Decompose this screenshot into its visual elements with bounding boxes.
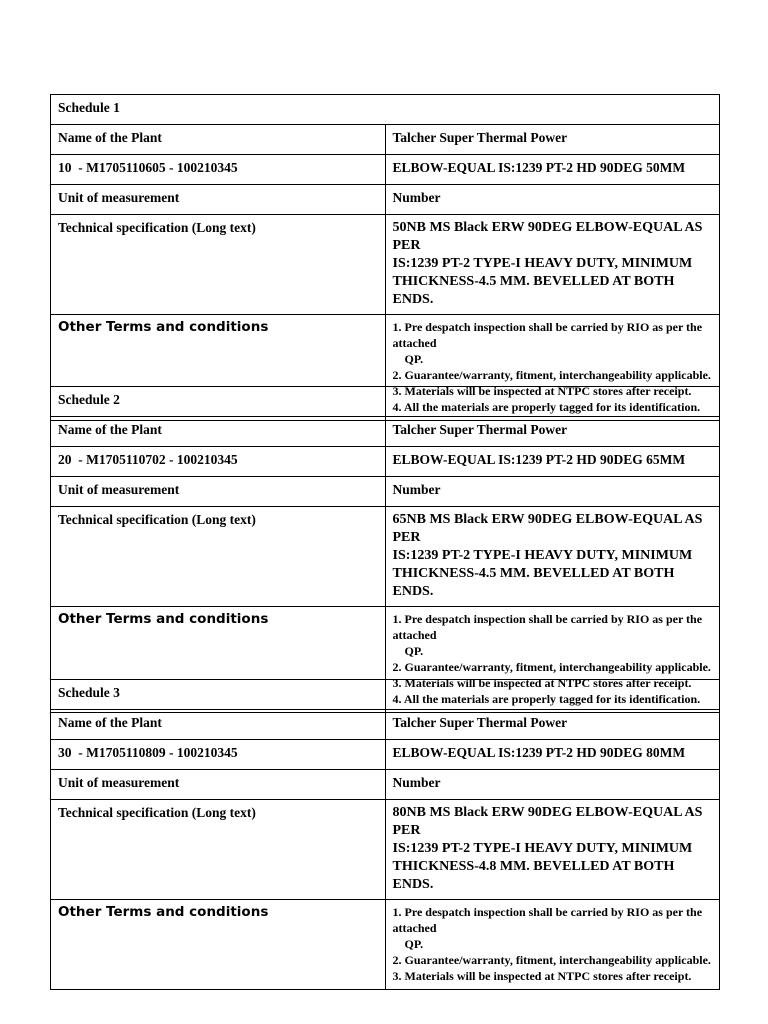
spec-line: THICKNESS-4.5 MM. BEVELLED AT BOTH ENDS. (392, 566, 675, 599)
uom-value: Number (385, 770, 719, 800)
uom-label: Unit of measurement (51, 185, 385, 215)
uom-value: Number (385, 477, 719, 507)
term-item: 4. All the materials are properly tagged for its identification. (392, 692, 701, 706)
schedule-table (50, 679, 720, 990)
spec-line: THICKNESS-4.5 MM. BEVELLED AT BOTH ENDS. (392, 274, 675, 307)
term-item: 2. Guarantee/warranty, fitment, interchangeability applicable. (392, 368, 711, 382)
term-item: 4. All the materials are properly tagged for its identification. (392, 400, 701, 414)
uom-label: Unit of measurement (51, 770, 385, 800)
schedule-title: Schedule 3 (51, 680, 719, 710)
term-item: 3. Materials will be inspected at NTPC stores after receipt. (392, 676, 692, 690)
spec-line: 50NB MS Black ERW 90DEG ELBOW-EQUAL AS PER (392, 220, 703, 253)
terms-label-main: Other Terms and (58, 611, 190, 627)
schedule-table (50, 94, 720, 421)
plant-value: Talcher Super Thermal Power (385, 417, 719, 447)
term-item-continuation: QP. (404, 644, 424, 658)
item-code: 10 - M1705110605 - 100210345 (51, 155, 385, 185)
terms-label-tail: conditions (189, 319, 269, 335)
term-item: 1. Pre despatch inspection shall be carried by RIO as per the attached (392, 320, 703, 350)
term-item-continuation: QP. (404, 937, 424, 951)
term-item: 3. Materials will be inspected at NTPC stores after receipt. (392, 969, 692, 983)
uom-label: Unit of measurement (51, 477, 385, 507)
terms-label-tail: conditions (189, 611, 269, 627)
item-description: ELBOW-EQUAL IS:1239 PT-2 HD 90DEG 65MM (385, 447, 719, 477)
schedule-table (50, 386, 720, 713)
terms-label-main: Other Terms and (58, 904, 190, 920)
item-description: ELBOW-EQUAL IS:1239 PT-2 HD 90DEG 50MM (385, 155, 719, 185)
spec-line: 80NB MS Black ERW 90DEG ELBOW-EQUAL AS PER (392, 805, 703, 838)
term-item: 1. Pre despatch inspection shall be carried by RIO as per the attached (392, 612, 703, 642)
spec-label: Technical specification (Long text) (51, 800, 385, 900)
term-item: 2. Guarantee/warranty, fitment, interchangeability applicable. (392, 660, 711, 674)
plant-label: Name of the Plant (51, 710, 385, 740)
item-description: ELBOW-EQUAL IS:1239 PT-2 HD 90DEG 80MM (385, 740, 719, 770)
schedule-title: Schedule 1 (51, 95, 719, 125)
term-item: 3. Materials will be inspected at NTPC stores after receipt. (392, 384, 692, 398)
spec-value (385, 507, 719, 607)
item-code: 20 - M1705110702 - 100210345 (51, 447, 385, 477)
spec-value (385, 215, 719, 315)
term-item-continuation: QP. (404, 352, 424, 366)
spec-line: IS:1239 PT-2 TYPE-I HEAVY DUTY, MINIMUM (392, 256, 693, 271)
term-item: 1. Pre despatch inspection shall be carried by RIO as per the attached (392, 905, 703, 935)
terms-label-main: Other Terms and (58, 319, 190, 335)
terms-label (51, 900, 385, 990)
plant-value: Talcher Super Thermal Power (385, 125, 719, 155)
plant-label: Name of the Plant (51, 125, 385, 155)
plant-label: Name of the Plant (51, 417, 385, 447)
schedule-title: Schedule 2 (51, 387, 719, 417)
item-code: 30 - M1705110809 - 100210345 (51, 740, 385, 770)
spec-label: Technical specification (Long text) (51, 215, 385, 315)
terms-label-tail: conditions (189, 904, 269, 920)
spec-line: IS:1239 PT-2 TYPE-I HEAVY DUTY, MINIMUM (392, 548, 693, 563)
spec-line: 65NB MS Black ERW 90DEG ELBOW-EQUAL AS PER (392, 512, 703, 545)
spec-value (385, 800, 719, 900)
spec-line: IS:1239 PT-2 TYPE-I HEAVY DUTY, MINIMUM (392, 841, 693, 856)
terms-value (385, 900, 719, 990)
spec-line: THICKNESS-4.8 MM. BEVELLED AT BOTH ENDS. (392, 859, 675, 892)
term-item: 2. Guarantee/warranty, fitment, interchangeability applicable. (392, 953, 711, 967)
uom-value: Number (385, 185, 719, 215)
spec-label: Technical specification (Long text) (51, 507, 385, 607)
plant-value: Talcher Super Thermal Power (385, 710, 719, 740)
